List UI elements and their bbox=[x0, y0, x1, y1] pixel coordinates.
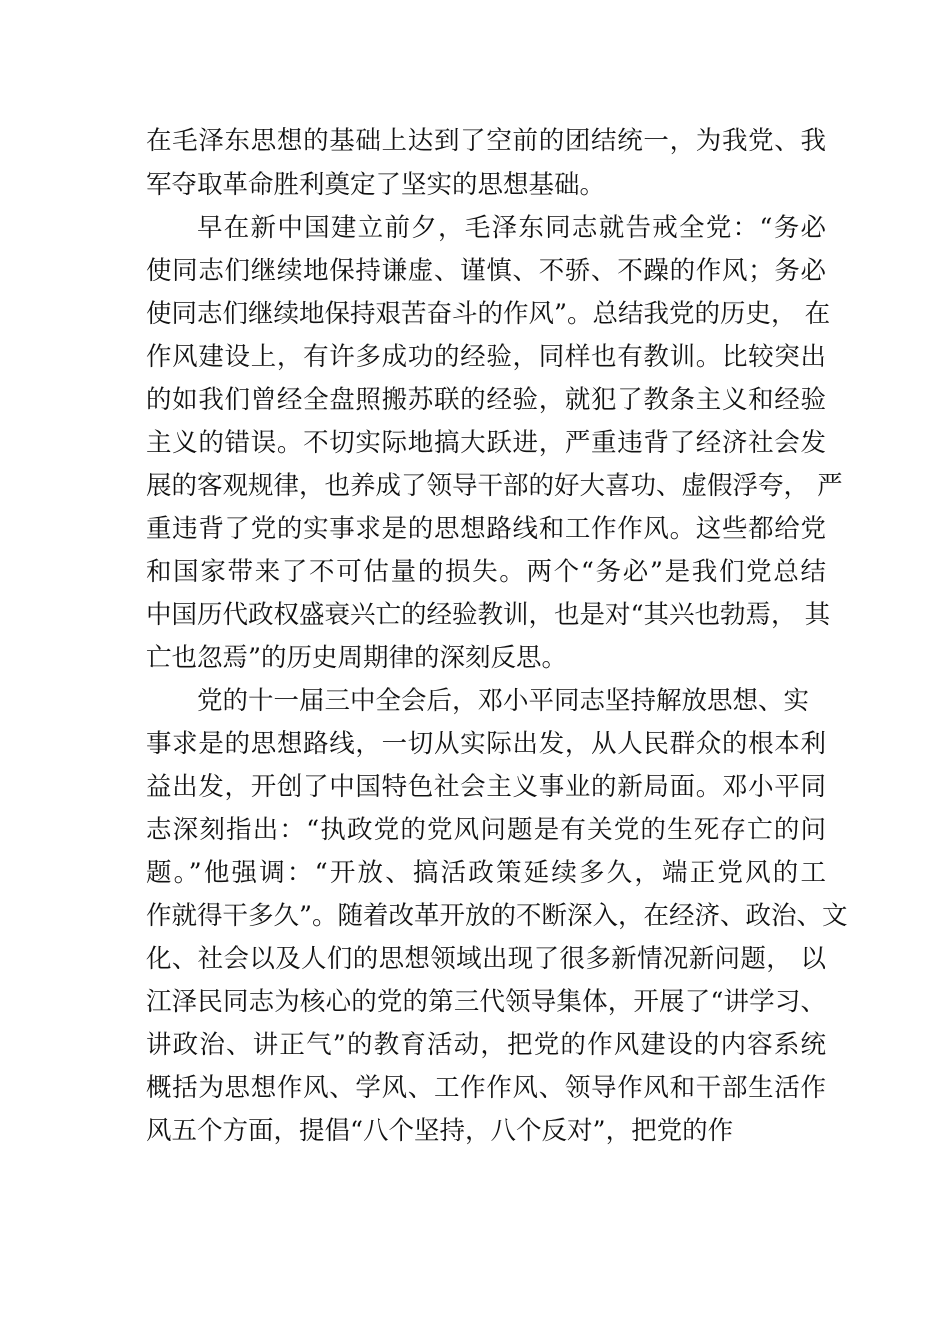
text-line: 江泽民同志为核心的党的第三代领导集体，开展了“讲学习、 bbox=[146, 987, 826, 1017]
text-line: 党的十一届三中全会后，邓小平同志坚持解放思想、实 bbox=[197, 686, 810, 716]
text-line: 早在新中国建立前夕，毛泽东同志就告戒全党：“务必 bbox=[197, 213, 826, 243]
text-line: 亡也忽焉”的历史周期律的深刻反思。 bbox=[146, 643, 568, 673]
text-line: 作风建设上，有许多成功的经验，同样也有教训。比较突出 bbox=[146, 342, 826, 372]
text-line: 讲政治、讲正气”的教育活动，把党的作风建设的内容系统 bbox=[146, 1030, 826, 1060]
text-line: 风五个方面，提倡“八个坚持，八个反对”，把党的作 bbox=[146, 1116, 734, 1146]
text-line: 使同志们继续地保持艰苦奋斗的作风”。总结我党的历史， 在 bbox=[146, 299, 831, 329]
text-line: 志深刻指出：“执政党的党风问题是有关党的生死存亡的问 bbox=[146, 815, 826, 845]
text-line: 展的客观规律，也养成了领导干部的好大喜功、虚假浮夸， 严 bbox=[146, 471, 843, 501]
text-line: 中国历代政权盛衰兴亡的经验教训，也是对“其兴也勃焉， 其 bbox=[146, 600, 831, 630]
text-line: 益出发，开创了中国特色社会主义事业的新局面。邓小平同 bbox=[146, 772, 826, 802]
text-line: 作就得干多久”。随着改革开放的不断深入，在经济、政治、文 bbox=[146, 901, 848, 931]
text-line: 在毛泽东思想的基础上达到了空前的团结统一，为我党、我 bbox=[146, 126, 826, 156]
text-line: 化、社会以及人们的思想领域出现了很多新情况新问题， 以 bbox=[146, 944, 826, 974]
text-line: 使同志们继续地保持谦虚、谨慎、不骄、不躁的作风；务必 bbox=[146, 256, 826, 286]
text-line: 军夺取革命胜利奠定了坚实的思想基础。 bbox=[146, 170, 606, 200]
text-line: 概括为思想作风、学风、工作作风、领导作风和干部生活作 bbox=[146, 1073, 826, 1103]
text-line: 重违背了党的实事求是的思想路线和工作作风。这些都给党 bbox=[146, 514, 826, 544]
text-line: 事求是的思想路线，一切从实际出发，从人民群众的根本利 bbox=[146, 729, 826, 759]
text-line: 和国家带来了不可估量的损失。两个“务必”是我们党总结 bbox=[146, 557, 826, 587]
text-line: 的如我们曾经全盘照搬苏联的经验，就犯了教条主义和经验 bbox=[146, 385, 826, 415]
text-line: 主义的错误。不切实际地搞大跃进，严重违背了经济社会发 bbox=[146, 428, 826, 458]
text-line: 题。”他强调：“开放、搞活政策延续多久，端正党风的工 bbox=[146, 858, 826, 888]
